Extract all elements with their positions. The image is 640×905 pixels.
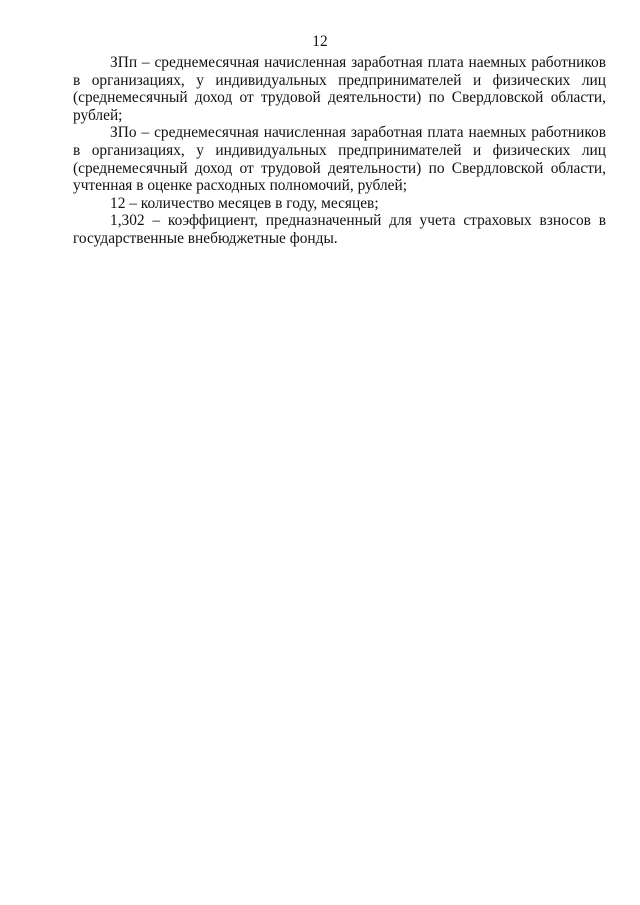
paragraph-zpo-definition: ЗПо – среднемесячная начисленная заработная плата наемных работников в организациях, у индивидуальных предпринимателей и физических лиц (среднемесячный доход от трудовой деятельности) по Свердловской области, учтенная в оценке расходных полномочий, рублей; — [73, 124, 606, 195]
document-body — [73, 54, 606, 248]
page-number: 12 — [312, 33, 328, 50]
paragraph-zpp-definition: ЗПп – среднемесячная начисленная заработная плата наемных работников в организациях, у индивидуальных предпринимателей и физических лиц (среднемесячный доход от трудовой деятельности) по Свердловской области, рублей; — [73, 54, 606, 124]
paragraph-coefficient-definition: 1,302 – коэффициент, предназначенный для учета страховых взносов в государственные внебюджетные фонды. — [73, 212, 606, 247]
paragraph-months-definition: 12 – количество месяцев в году, месяцев; — [110, 194, 379, 212]
